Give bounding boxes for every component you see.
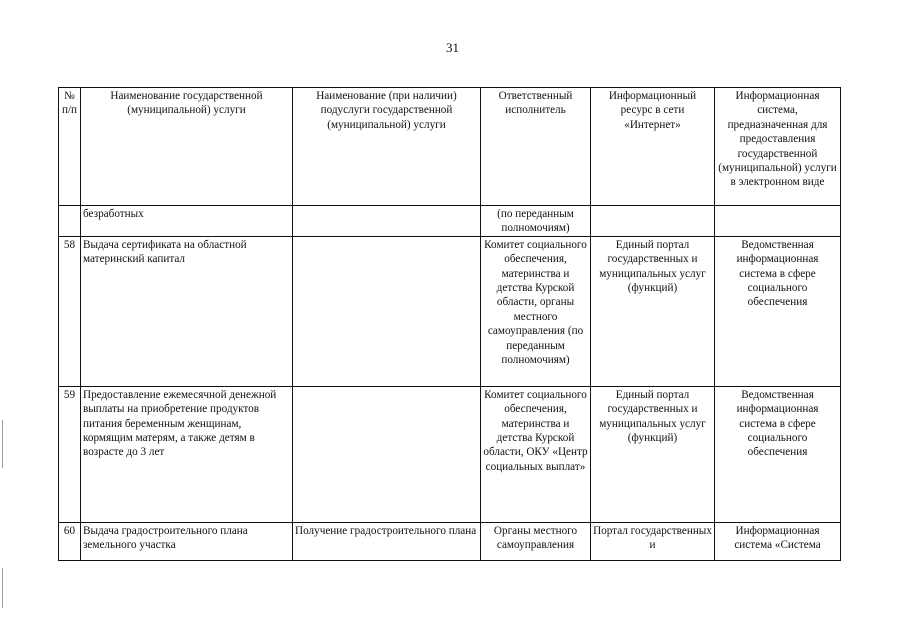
page-number: 31: [446, 40, 459, 55]
row-executor: (по переданным полномочиям): [481, 206, 591, 237]
row-num: 59: [59, 386, 81, 522]
header-subservice: Наименование (при наличии) подуслуги государственной (муниципальной) услуги: [293, 88, 481, 206]
row-system: Ведомственная информационная система в сфере социального обеспечения: [715, 236, 841, 386]
row-service-name: Выдача градостроительного плана земельного участка: [81, 522, 293, 560]
row-resource: [591, 206, 715, 237]
row-subservice: [293, 206, 481, 237]
row-executor: Комитет социального обеспечения, материнства и детства Курской области, ОКУ «Центр социальных выплат»: [481, 386, 591, 522]
row-service-name: Предоставление ежемесячной денежной выплаты на приобретение продуктов питания беременным женщинам, кормящим матерям, а также детям в возрасте до 3 лет: [81, 386, 293, 522]
row-executor: Комитет социального обеспечения, материнства и детства Курской области, органы местного самоуправления (по переданным полномочиям): [481, 236, 591, 386]
row-num: 58: [59, 236, 81, 386]
header-system: Информационная система, предназначенная для предоставления государственной (муниципальной) услуги в электронном виде: [715, 88, 841, 206]
row-resource: Портал государственных и: [591, 522, 715, 560]
margin-tick-mark: [2, 420, 3, 468]
row-executor: Органы местного самоуправления: [481, 522, 591, 560]
header-resource: Информационный ресурс в сети «Интернет»: [591, 88, 715, 206]
header-service-name: Наименование государственной (муниципальной) услуги: [81, 88, 293, 206]
row-resource: Единый портал государственных и муниципальных услуг (функций): [591, 386, 715, 522]
row-system: Ведомственная информационная система в сфере социального обеспечения: [715, 386, 841, 522]
row-subservice: Получение градостроительного плана: [293, 522, 481, 560]
table-row: [59, 206, 841, 237]
row-subservice: [293, 236, 481, 386]
table-row: [59, 386, 841, 522]
row-subservice: [293, 386, 481, 522]
row-service-name: Выдача сертификата на областной материнский капитал: [81, 236, 293, 386]
services-table: [58, 87, 841, 561]
row-system: Информационная система «Система: [715, 522, 841, 560]
header-executor: Ответственный исполнитель: [481, 88, 591, 206]
row-num: [59, 206, 81, 237]
margin-tick-mark: [2, 568, 3, 608]
row-resource: Единый портал государственных и муниципальных услуг (функций): [591, 236, 715, 386]
row-system: [715, 206, 841, 237]
table-row: [59, 236, 841, 386]
header-num: № п/п: [59, 88, 81, 206]
table-header-row: [59, 88, 841, 206]
row-service-name: безработных: [81, 206, 293, 237]
row-num: 60: [59, 522, 81, 560]
table-row: [59, 522, 841, 560]
